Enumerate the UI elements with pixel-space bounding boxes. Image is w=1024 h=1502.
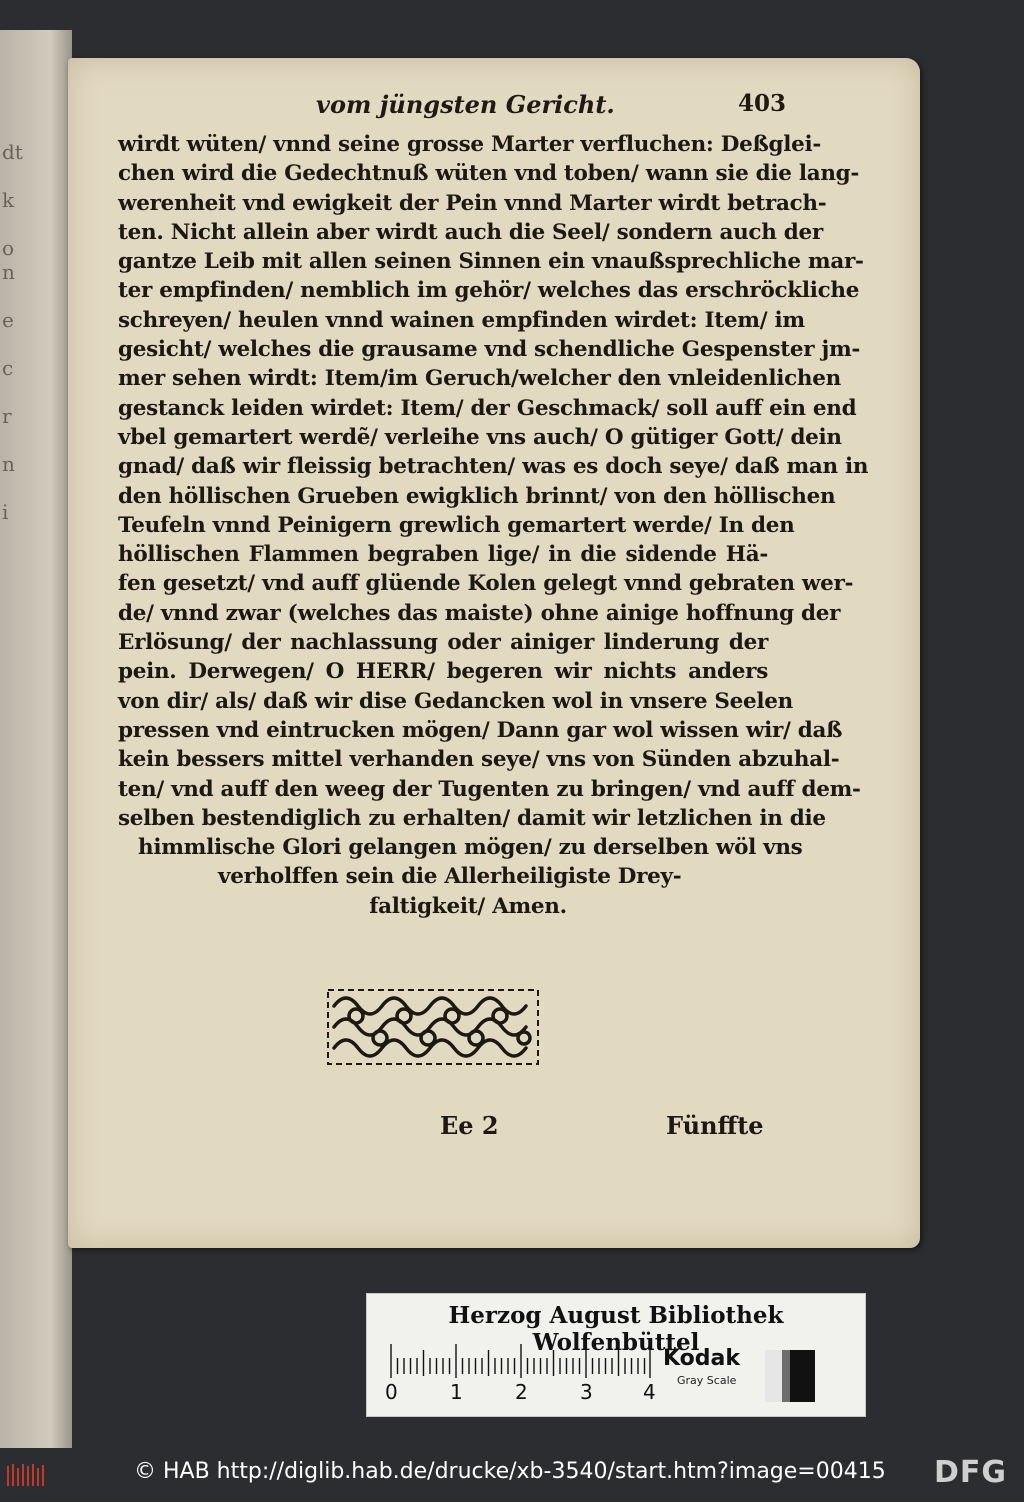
printers-ornament — [326, 986, 540, 1068]
text-line: pressen vnd eintrucken mögen/ Dann gar wol wissen wir/ daß — [118, 717, 843, 743]
running-title: vom jüngsten Gericht. — [316, 90, 615, 119]
text-line: Teufeln vnnd Peinigern grewlich gemartert werde/ In den — [118, 512, 795, 538]
text-line: wirdt wüten/ vnnd seine grosse Marter verfluchen: Deßglei- — [118, 132, 821, 157]
page-number: 403 — [737, 90, 786, 117]
text-line: gantze Leib mit allen seinen Sinnen ein vnaußsprechliche mar- — [118, 249, 864, 275]
text-line: mer sehen wirdt: Item/im Geruch/welcher den vnleidenlichen — [118, 366, 841, 392]
text-line: kein bessers mittel verhanden seye/ vns von Sünden abzuhal- — [118, 747, 840, 773]
running-head — [316, 90, 786, 126]
signature-mark: Ee 2 — [440, 1111, 499, 1140]
text-line: chen wird die Gedechtnuß wüten vnd toben/ wann sie die lang- — [118, 161, 860, 187]
text-line: ten. Nicht allein aber wirdt auch die Seel/ sondern auch der — [118, 219, 823, 245]
text-line: höllischen Flammen begraben lige/ in die sidende Hä- — [118, 542, 768, 568]
dfg-logo: DFG — [934, 1455, 1008, 1490]
text-line: gestanck leiden wirdet: Item/ der Geschmack/ soll auff ein end — [118, 395, 857, 421]
body-text — [118, 130, 869, 921]
scale-ruler — [366, 1293, 866, 1417]
ruler-number: 3 — [580, 1380, 593, 1404]
catchword: Fünffte — [666, 1111, 764, 1140]
text-line: werenheit vnd ewigkeit der Pein vnnd Marter wirdt betrach- — [118, 190, 827, 216]
text-line: Erlösung/ der nachlassung oder ainiger linderung der — [118, 630, 768, 656]
ruler-number: 0 — [385, 1380, 398, 1404]
text-line: ten/ vnd auff den weeg der Tugenten zu bringen/ vnd auff dem- — [118, 776, 861, 802]
text-line: den höllischen Grueben ewigklich brinnt/ von den höllischen — [118, 483, 836, 509]
text-line: gesicht/ welches die grausame vnd schendliche Gespenster jm- — [118, 337, 861, 363]
kodak-brand: Kodak — [663, 1346, 740, 1371]
hab-logo-icon — [6, 1462, 46, 1488]
text-line: vbel gemartert werdẽ/ verleihe vns auch/ O gütiger Gott/ dein — [118, 424, 842, 450]
text-line: ter empfinden/ nemblich im gehör/ welches das erschröckliche — [118, 278, 860, 304]
text-line: faltigkeit/ Amen. — [369, 893, 567, 919]
text-line: pein. Derwegen/ O HERR/ begeren wir nichts anders — [118, 659, 768, 685]
book-page — [68, 58, 920, 1248]
ruler-number: 1 — [450, 1380, 463, 1404]
adjacent-page-edge — [0, 30, 72, 1448]
text-line: selben bestendiglich zu erhalten/ damit wir letzlichen in die — [118, 805, 826, 831]
gray-scale-label: Gray Scale — [677, 1374, 737, 1387]
ruler-number: 2 — [515, 1380, 528, 1404]
footer-bar — [0, 1448, 1024, 1502]
text-line: schreyen/ heulen vnnd wainen empfinden wirdet: Item/ im — [118, 307, 805, 333]
text-line: fen gesetzt/ vnd auff glüende Kolen gelegt vnnd gebraten wer- — [118, 571, 854, 597]
ruler-ticks — [389, 1344, 651, 1380]
text-line: de/ vnnd zwar (welches das maiste) ohne ainige hoffnung der — [118, 600, 841, 626]
text-line: gnad/ daß wir fleissig betrachten/ was es doch seye/ daß man in — [118, 454, 869, 480]
bleed-through-text: dt k o n e c r n i — [2, 140, 23, 524]
text-line: himmlische Glori gelangen mögen/ zu derselben wöl vns — [138, 835, 803, 861]
ruler-number: 4 — [643, 1380, 656, 1404]
library-name: Herzog August Bibliothek Wolfenbüttel — [448, 1302, 784, 1356]
copyright-url[interactable]: © HAB http://diglib.hab.de/drucke/xb-3540/start.htm?image=00415 — [134, 1459, 886, 1484]
text-line: verholffen sein die Allerheiligiste Drey- — [218, 864, 682, 890]
text-line: von dir/ als/ daß wir dise Gedancken wol in vnsere Seelen — [118, 688, 793, 714]
gray-scale-swatch — [765, 1350, 815, 1402]
